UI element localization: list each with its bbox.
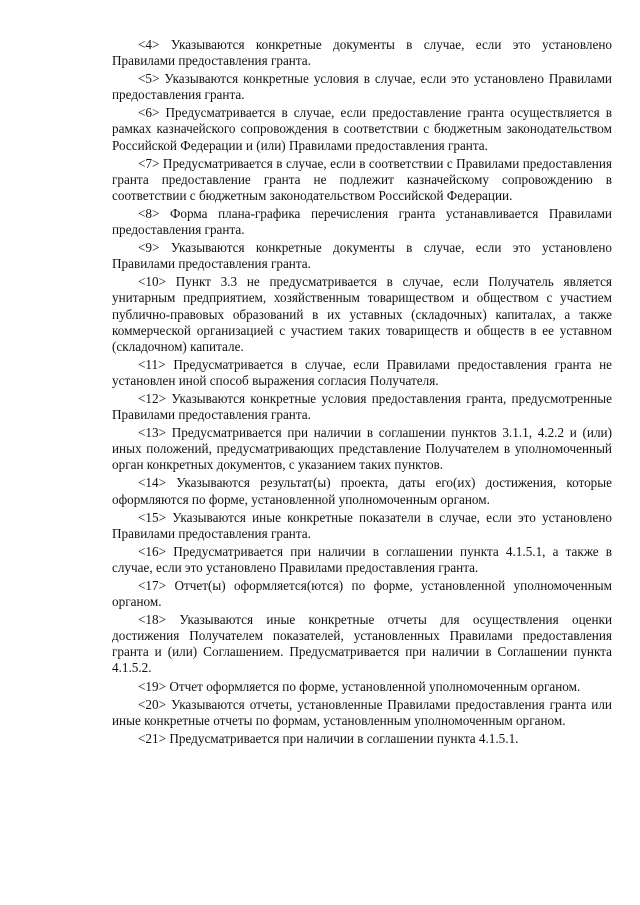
footnote-7: <7> Предусматривается в случае, если в соответствии с Правилами предоставления гранта предоставление гранта не подлежит казначейскому сопровождению в соответствии с бюджетным законодательством Российской Федерации. bbox=[112, 155, 612, 203]
footnote-15: <15> Указываются иные конкретные показатели в случае, если это установлено Правилами предоставления гранта. bbox=[112, 509, 612, 541]
footnote-4: <4> Указываются конкретные документы в случае, если это установлено Правилами предоставления гранта. bbox=[112, 37, 612, 69]
footnote-6: <6> Предусматривается в случае, если предоставление гранта осуществляется в рамках казначейского сопровождения в соответствии с бюджетным законодательством Российской Федерации и (или) Правилами предоставления гранта. bbox=[112, 105, 612, 153]
footnote-17: <17> Отчет(ы) оформляется(ются) по форме, установленной уполномоченным органом. bbox=[112, 578, 612, 610]
footnote-11: <11> Предусматривается в случае, если Правилами предоставления гранта не установлен иной способ выражения согласия Получателя. bbox=[112, 356, 612, 388]
footnote-12: <12> Указываются конкретные условия предоставления гранта, предусмотренные Правилами предоставления гранта. bbox=[112, 390, 612, 423]
footnote-13: <13> Предусматривается при наличии в соглашении пунктов 3.1.1, 4.2.2 и (или) иных положений, предусматривающих представление Получателем в уполномоченный орган конкретных документов, с указанием таких пунктов. bbox=[112, 425, 612, 473]
footnote-5: <5> Указываются конкретные условия в случае, если это установлено Правилами предоставления гранта. bbox=[112, 71, 612, 103]
footnote-9: <9> Указываются конкретные документы в случае, если это установлено Правилами предоставления гранта. bbox=[112, 240, 612, 272]
footnote-14: <14> Указываются результат(ы) проекта, даты его(их) достижения, которые оформляются по форме, установленной уполномоченным органом. bbox=[112, 475, 612, 507]
footnote-21: <21> Предусматривается при наличии в соглашении пункта 4.1.5.1. bbox=[138, 730, 519, 746]
footnote-10: <10> Пункт 3.3 не предусматривается в случае, если Получатель является унитарным предприятием, хозяйственным товариществом и обществом с участием публично-правовых образований в их уставных (складочных) капиталах, а также коммерческой организацией с участием таких товариществ и обществ в ее уставном (складочном) капитале. bbox=[112, 274, 612, 354]
footnote-19: <19> Отчет оформляется по форме, установленной уполномоченным органом. bbox=[138, 678, 581, 694]
footnote-20: <20> Указываются отчеты, установленные Правилами предоставления гранта или иные конкретные отчеты по формам, установленным уполномоченным органом. bbox=[112, 696, 612, 728]
footnote-16: <16> Предусматривается при наличии в соглашении пункта 4.1.5.1, а также в случае, если это установлено Правилами предоставления гранта. bbox=[112, 543, 612, 575]
footnote-18: <18> Указываются иные конкретные отчеты для осуществления оценки достижения Получателем показателей, установленных Правилами предоставления гранта и (или) Соглашением. Предусматривается при наличии в Соглашении пункта 4.1.5.2. bbox=[112, 612, 612, 676]
footnotes-block bbox=[112, 37, 612, 749]
footnote-8: <8> Форма плана-графика перечисления гранта устанавливается Правилами предоставления гранта. bbox=[112, 205, 612, 238]
